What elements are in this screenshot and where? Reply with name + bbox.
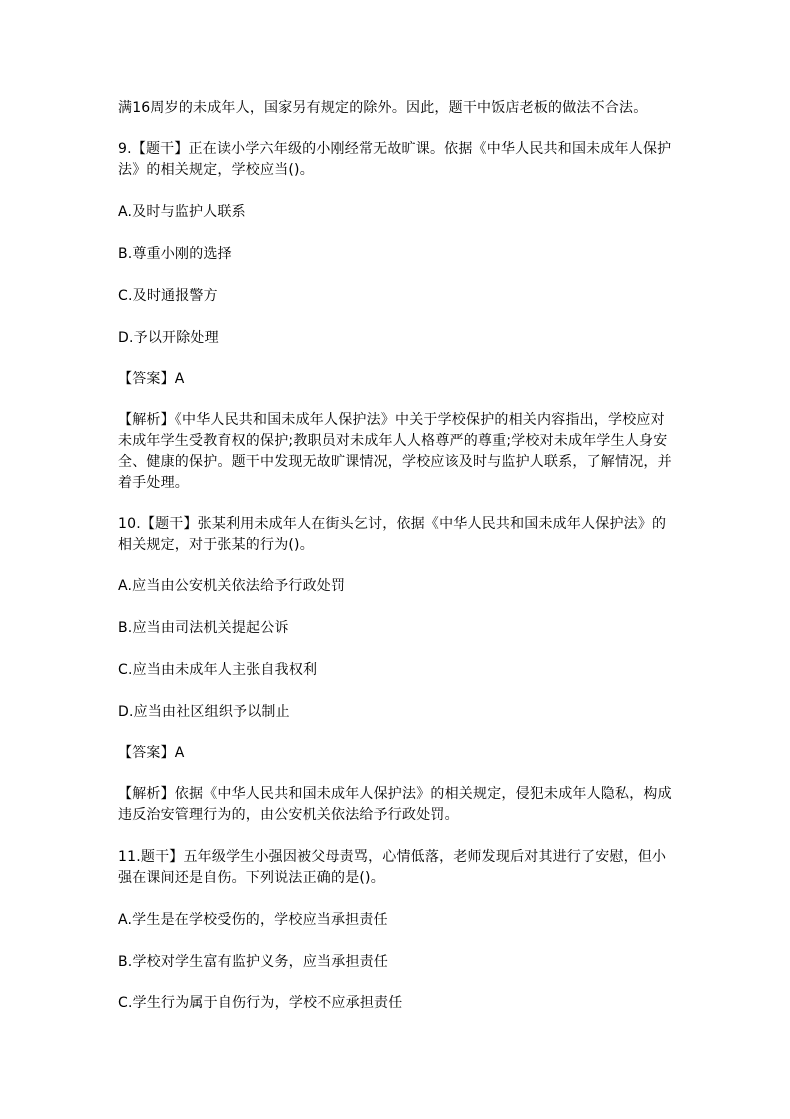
question-10-stem-line-1: 10.【题干】张某利用未成年人在街头乞讨，依据《中华人民共和国未成年人保护法》的 (118, 516, 667, 532)
question-9-answer: 【答案】A (118, 371, 185, 387)
question-9-stem-line-2: 法》的相关规定，学校应当()。 (118, 162, 314, 178)
question-9-option-d: D.予以开除处理 (118, 330, 219, 346)
question-9-option-b: B.尊重小刚的选择 (118, 246, 232, 262)
question-10-analysis-line-1: 【解析】依据《中华人民共和国未成年人保护法》的相关规定，侵犯未成年人隐私，构成 (118, 786, 672, 802)
question-11-option-b: B.学校对学生富有监护义务，应当承担责任 (118, 954, 389, 970)
question-10-option-d: D.应当由社区组织予以制止 (118, 704, 290, 720)
question-9-analysis-line-2: 未成年学生受教育权的保护;教职员对未成年人人格尊严的尊重;学校对未成年学生人身安 (118, 433, 668, 449)
question-10-option-c: C.应当由未成年人主张自我权利 (118, 662, 318, 678)
question-9-option-c: C.及时通报警方 (118, 288, 218, 304)
intro-text-line: 满16周岁的未成年人，国家另有规定的除外。因此，题干中饭店老板的做法不合法。 (118, 100, 648, 116)
question-9-stem-line-1: 9.【题干】正在读小学六年级的小刚经常无故旷课。依据《中华人民共和国未成年人保护 (118, 141, 672, 157)
question-10-analysis-line-2: 违反治安管理行为的，由公安机关依法给予行政处罚。 (118, 807, 459, 823)
question-11-option-a: A.学生是在学校受伤的，学校应当承担责任 (118, 912, 388, 928)
question-11-option-c: C.学生行为属于自伤行为，学校不应承担责任 (118, 995, 403, 1011)
question-10-option-b: B.应当由司法机关提起公诉 (118, 620, 289, 636)
question-9-option-a: A.及时与监护人联系 (118, 204, 246, 220)
question-10-answer: 【答案】A (118, 745, 185, 761)
question-11-stem-line-1: 11.题干】五年级学生小强因被父母责骂，心情低落，老师发现后对其进行了安慰，但小 (118, 849, 667, 865)
question-10-option-a: A.应当由公安机关依法给予行政处罚 (118, 578, 346, 594)
question-9-analysis-line-1: 【解析】《中华人民共和国未成年人保护法》中关于学校保护的相关内容指出，学校应对 (118, 412, 665, 428)
question-9-analysis-line-3: 全、健康的保护。题干中发现无故旷课情况，学校应该及时与监护人联系，了解情况，并 (118, 454, 672, 470)
question-11-stem-line-2: 强在课间还是自伤。下列说法正确的是()。 (118, 870, 385, 886)
question-9-analysis-line-4: 着手处理。 (118, 475, 189, 491)
question-10-stem-line-2: 相关规定，对于张某的行为()。 (118, 537, 314, 553)
